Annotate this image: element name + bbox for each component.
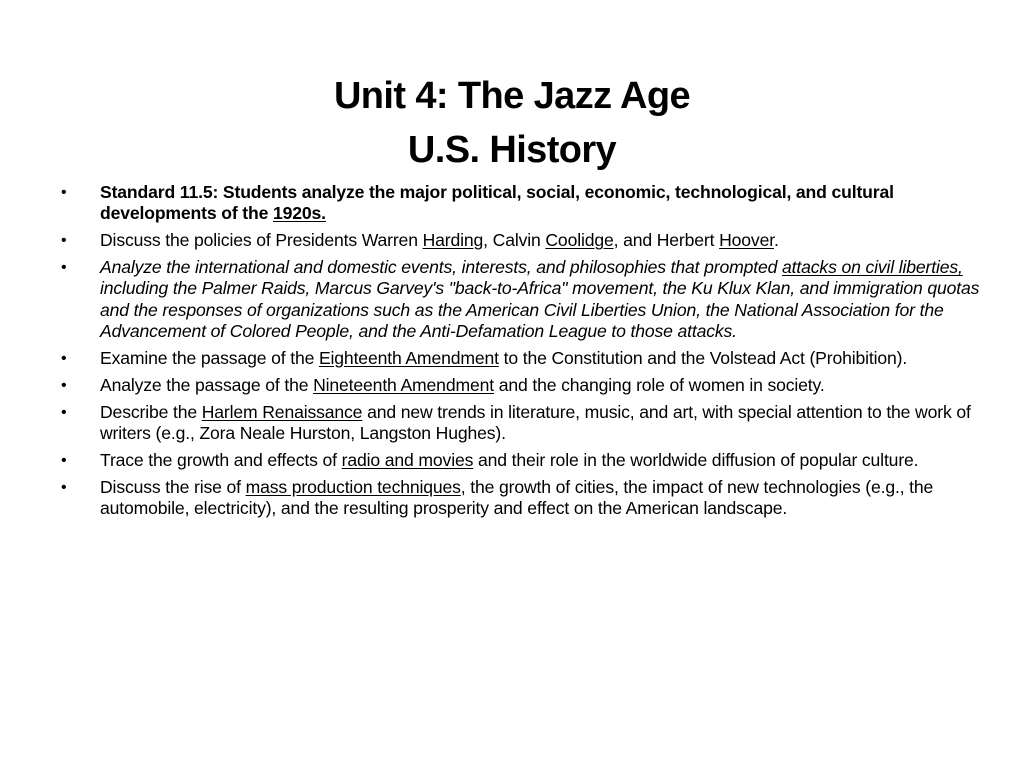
bullet-item [60,477,990,520]
bullet-text [100,402,971,443]
bullet-text-run: including the Palmer Raids, Marcus Garvey's "back-to-Africa" movement, the Ku Klux Klan, and immigration quotas and the responses of organizations such as the American Civil Liberties Union, the National Association for the Advancement of Colored People, and the Anti-Defamation League to those attacks. [100,278,980,342]
bullet-text-run: Examine the passage of the [100,348,319,369]
bullet-text-run: to the Constitution and the Volstead Act (Prohibition). [498,348,908,369]
underlined-term: Nineteenth Amendment [313,374,494,395]
bullet-item [60,230,990,251]
underlined-term: 1920s. [272,203,326,224]
bullet-dot-icon: • [61,259,67,276]
underlined-term: Coolidge [545,230,614,251]
title-line-1: Unit 4: The Jazz Age [333,75,691,118]
bullet-text-run: , the growth of cities, the impact of new technologies (e.g., the automobile, electricity), and the resulting prosperity and effect on the American landscape. [100,476,934,519]
bullet-text-run: Analyze the international and domestic events, interests, and philosophies that prompted [100,257,783,277]
bullet-dot-icon: • [61,376,67,394]
bullet-item [60,348,990,369]
bullet-dot-icon: • [61,184,67,201]
bullet-text-run: Discuss the policies of Presidents Warren [100,230,423,251]
underlined-term: Harding [422,230,484,251]
bullet-text-run: Analyze the passage of the [100,374,314,395]
bullet-text-run: and their role in the worldwide diffusion of popular culture. [473,449,919,470]
bullet-item [60,375,990,396]
bullet-dot-icon: • [61,451,67,469]
standards-bullet-list [60,182,990,525]
bullet-text [100,348,907,368]
bullet-text [100,230,779,250]
bullet-text-run: Trace the growth and effects of [100,449,342,470]
bullet-dot-icon: • [61,350,67,368]
bullet-item [60,182,990,225]
bullet-text-run: . [773,230,779,251]
underlined-term: radio and movies [341,449,474,470]
slide-title [0,69,1024,177]
bullet-text-run: and the changing role of women in society. [493,374,825,395]
bullet-text-run: , and Herbert [613,230,720,251]
bullet-text-run: Describe the [100,401,202,422]
bullet-item [60,257,990,343]
bullet-text [100,375,825,395]
bullet-text-run: Discuss the rise of [100,476,246,497]
title-line-2: U.S. History [407,129,617,172]
bullet-item [60,450,990,471]
bullet-text [100,450,918,470]
bullet-item [60,402,990,445]
underlined-term: Harlem Renaissance [201,401,363,422]
underlined-term: attacks on civil liberties, [782,257,963,277]
underlined-term: Hoover [719,230,774,251]
bullet-text-run: and new trends in literature, music, and art, with special attention to the work of writers (e.g., Zora Neale Hurston, Langston Hughes). [100,401,971,444]
underlined-term: mass production techniques [245,476,461,497]
bullet-dot-icon: • [61,403,67,421]
bullet-text [100,477,933,518]
bullet-dot-icon: • [61,232,67,250]
bullet-text [100,257,979,341]
bullet-text [100,182,894,223]
bullet-text-run: , Calvin [483,230,546,251]
underlined-term: Eighteenth Amendment [318,348,499,369]
bullet-text-run: Standard 11.5: Students analyze the major political, social, economic, technological, and cultural developments of the [100,182,894,224]
bullet-dot-icon: • [61,478,67,496]
